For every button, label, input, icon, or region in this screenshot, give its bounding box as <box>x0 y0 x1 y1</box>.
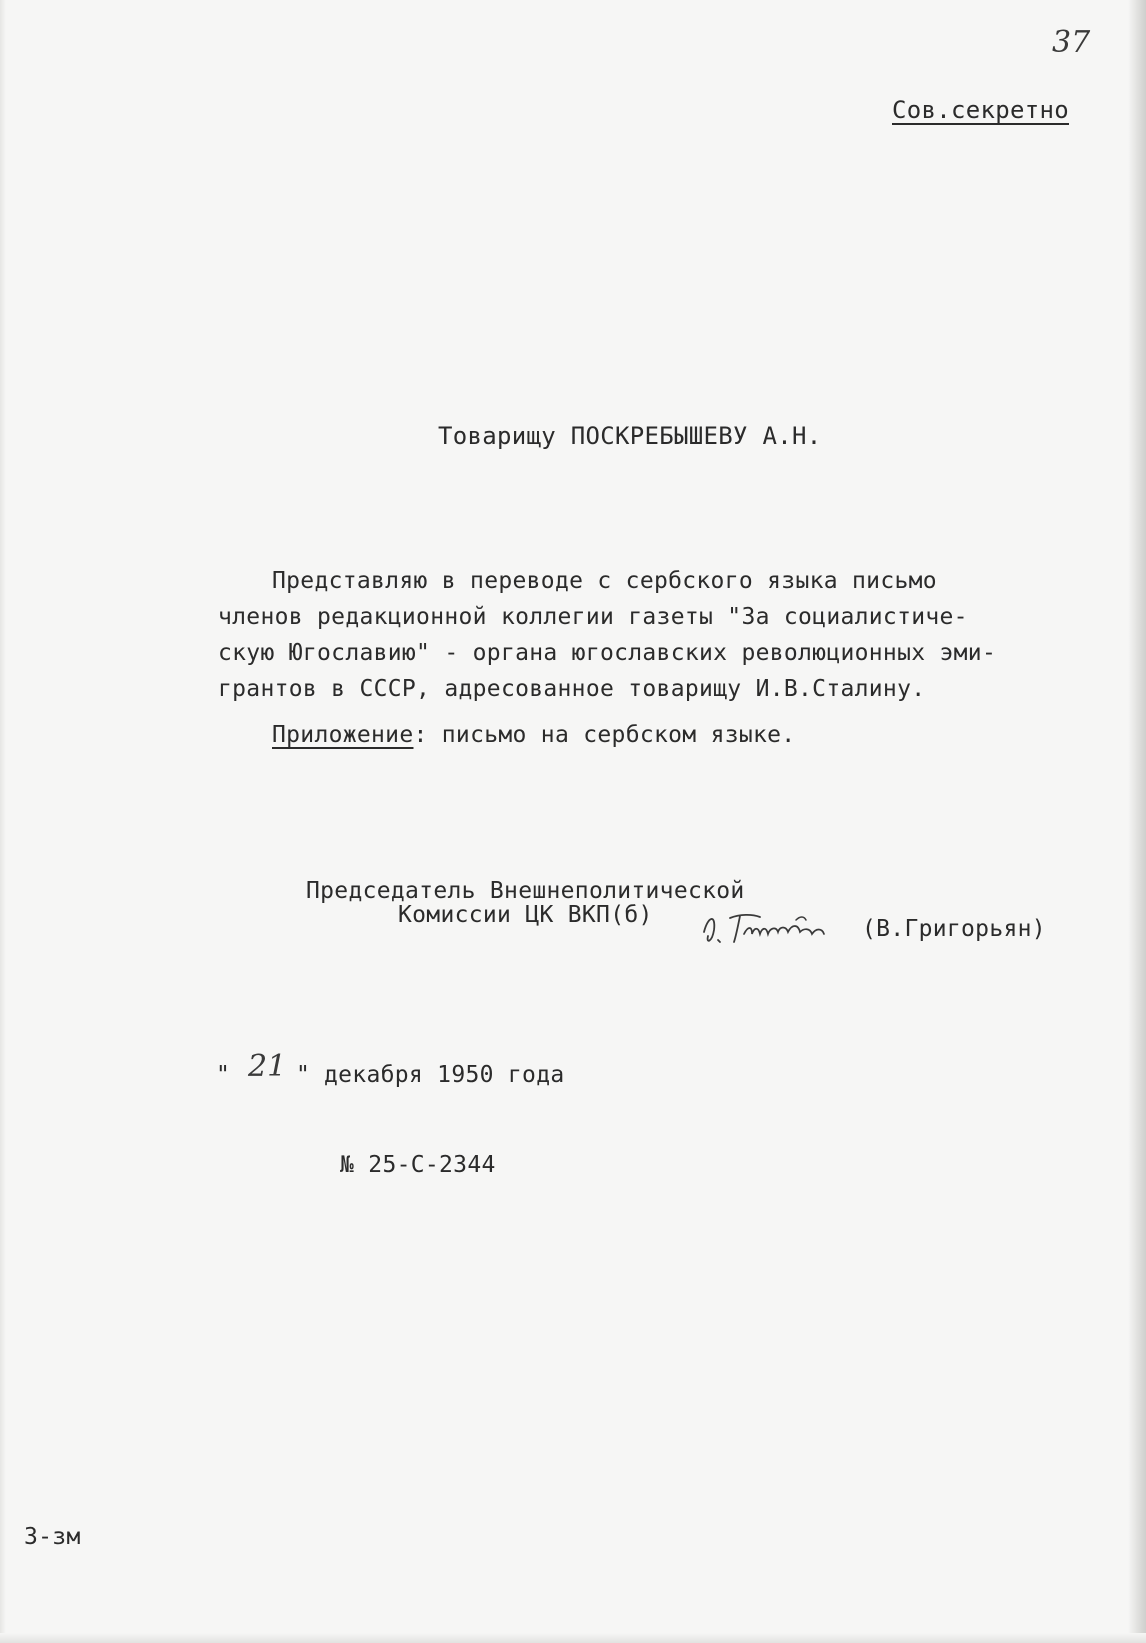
classification-mark: Сов.секретно <box>892 96 1069 124</box>
date-day: 21 <box>248 1049 287 1084</box>
date-open-quote: " <box>216 1062 231 1088</box>
signatory-title-line1: Председатель Внешнеполитической <box>306 878 745 904</box>
paper-right-edge <box>1128 0 1146 1643</box>
body-line: грантов в СССР, адресованное товарищу И.В.Сталину. <box>218 676 926 702</box>
footer-mark: 3-зм <box>24 1524 81 1550</box>
page-number: 37 <box>1052 25 1091 60</box>
signatory-name: (В.Григорьян) <box>862 916 1046 942</box>
document-number: № 25-С-2344 <box>340 1152 496 1178</box>
attachment-label: Приложение <box>272 722 414 748</box>
body-line: скую Югославию" - органа югославских революционных эми- <box>218 640 997 666</box>
attachment-text: : письмо на сербском языке. <box>413 722 796 748</box>
body-line: членов редакционной коллегии газеты "За социалистиче- <box>218 604 968 630</box>
paper-left-edge <box>0 0 6 1643</box>
body-line: Представляю в переводе с сербского языка письмо <box>272 568 937 594</box>
date-close-quote: " <box>296 1062 311 1088</box>
addressee: Товарищу ПОСКРЕБЫШЕВУ А.Н. <box>438 422 822 450</box>
signature <box>700 902 860 952</box>
signatory-title-line2: Комиссии ЦК ВКП(б) <box>398 902 653 928</box>
attachment-line <box>272 724 795 747</box>
date-rest: декабря 1950 года <box>324 1062 565 1088</box>
paper-bottom-edge <box>0 1633 1146 1643</box>
